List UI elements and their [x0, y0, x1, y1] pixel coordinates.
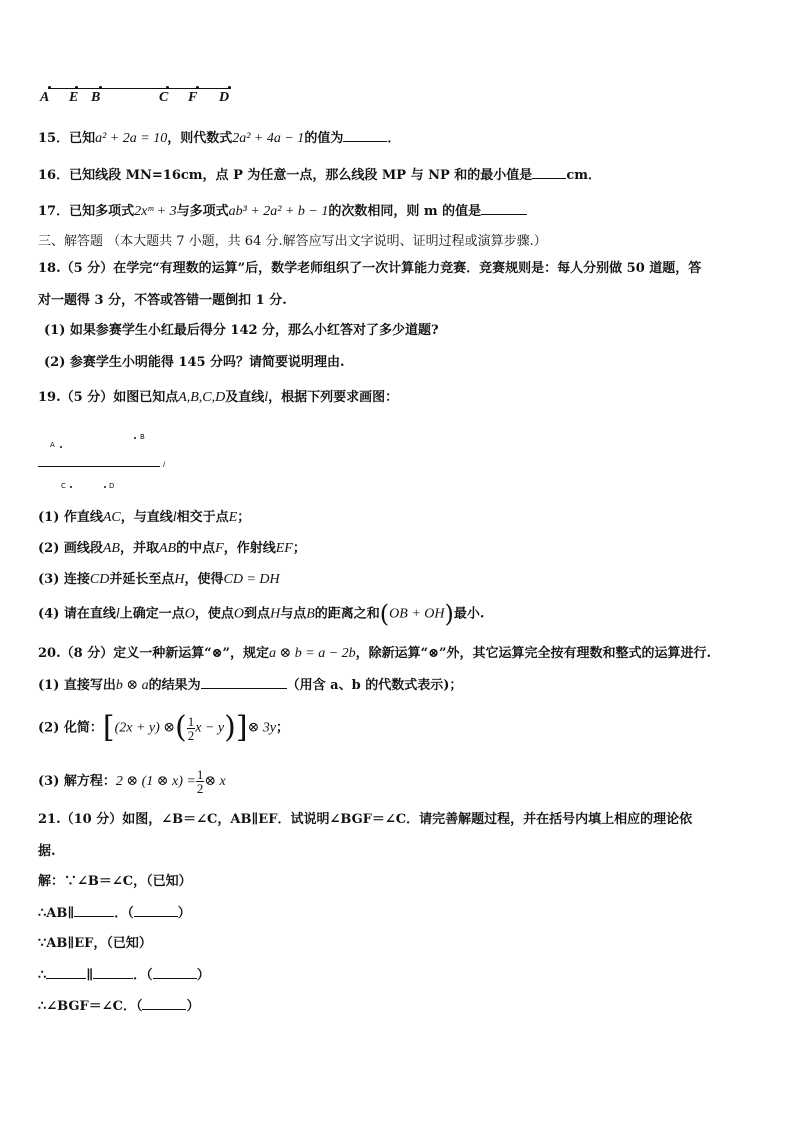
q20-s2-denominator: 2 [187, 727, 195, 743]
q19-s2-text2: ，并取 [119, 541, 159, 556]
q19-sub2 [38, 540, 306, 558]
q15-blank[interactable] [343, 129, 387, 142]
q19-text3: ，根据下列要求画图： [268, 390, 399, 405]
q20-text1: 20.（8 分）定义一种新运算“⊗”，规定 [38, 646, 270, 661]
q20-s2-rparen: ) [224, 710, 236, 745]
point-b-dot [99, 86, 102, 89]
q20-s1-blank[interactable] [201, 676, 287, 689]
q17-blank[interactable] [481, 202, 527, 215]
q19-s4-text2: 上确定一点 [119, 606, 185, 622]
q19-text1: 19.（5 分）如图已知点 [38, 390, 179, 405]
q19-s4-h: H [270, 606, 281, 622]
label-f: F [188, 90, 198, 105]
q19-sub3 [38, 571, 280, 589]
q21-s5-reason-blank[interactable] [142, 997, 186, 1010]
q20-sub2 [38, 708, 289, 752]
q19-s1-text3: 相交于点 [176, 510, 229, 525]
label-a: A [40, 90, 50, 105]
q20-s1-text2: 的结果为 [148, 678, 201, 693]
q19-s1-text2: ，与直线 [120, 510, 173, 525]
q21-step1: 解：∵∠B＝∠C，（已知） [38, 874, 192, 889]
q20-s2-part3: ⊗ 3y [247, 720, 277, 736]
point-f-dot [196, 86, 199, 89]
q20-s2-text: (2) 化简： [38, 720, 103, 736]
label-e: E [69, 90, 79, 105]
q19-s1-e: E [228, 510, 238, 525]
point-d-dot [228, 86, 231, 89]
point-e-dot [75, 86, 78, 89]
q16-text: 已知线段 MN=16cm，点 P 为任意一点，那么线段 MP 与 NP 和的最小值是 [69, 168, 533, 183]
q19-s4-o: O [184, 606, 195, 622]
label-b: B [91, 90, 101, 105]
q20-s2-lparen: ( [175, 710, 187, 745]
q15-expr1: a² + 2a = 10 [95, 131, 168, 146]
q20-s3-denominator: 2 [196, 781, 204, 796]
q21-s4-reason-blank[interactable] [153, 966, 197, 979]
q19-s1-end: ； [237, 510, 251, 525]
q19-s3-text: (3) 连接 [38, 572, 90, 587]
q19-s2-f: F [215, 541, 224, 556]
q19-s4-text3: ，使点 [194, 606, 234, 622]
q17-text1: 已知多项式 [69, 204, 135, 219]
q19-s4-end: 最小. [453, 606, 485, 622]
q19-sub1 [38, 509, 250, 527]
q19-s3-text3: ，使得 [184, 572, 224, 587]
q21-line1: 21.（10 分）如图，∠B＝∠C，AB∥EF．试说明∠BGF＝∠C．请完善解题过程，并在括号内填上相应的理论依 [38, 812, 693, 827]
fig-point-b [134, 437, 136, 439]
label-c: C [159, 90, 169, 105]
q21-s2-text2: ．（ [114, 906, 134, 921]
q19-s4-text6: 的距离之和 [314, 606, 380, 622]
q19-s2-end: ； [292, 541, 306, 556]
q21-s2-text3: ） [177, 906, 191, 921]
q19-s3-eq: CD = DH [223, 572, 280, 587]
q21-step2 [38, 904, 191, 923]
q19-s4-o2: O [233, 606, 245, 622]
q21-s4-parallel: ∥ [86, 968, 94, 983]
q20-text2: ，除新运算“⊗”外，其它运算完全按有理数和整式的运算进行. [355, 646, 712, 661]
q17-number: 17． [38, 204, 70, 219]
q20-sub1 [38, 676, 462, 695]
q19-s4-sum: OB + OH [389, 606, 445, 622]
q19-points: A,B,C,D [178, 390, 226, 405]
q21-line2: 据. [38, 844, 56, 859]
q20-s3-part2: ⊗ x [204, 774, 226, 789]
q15-text3: 的值为 [304, 131, 344, 146]
q15-number: 15． [38, 131, 70, 146]
fig-point-d [104, 486, 106, 488]
q19-s3-text2: 并延长至点 [109, 572, 175, 587]
q16-blank[interactable] [532, 166, 566, 179]
q20-s3-part1: 2 ⊗ (1 ⊗ x) = [115, 774, 196, 789]
q20-s3-text: (3) 解方程： [38, 774, 116, 789]
q20-s1-text: (1) 直接写出 [38, 678, 116, 693]
q21-s4-text2: ．（ [133, 968, 153, 983]
q20-s2-end: ； [276, 720, 290, 736]
q20-s2-rbracket: ] [235, 710, 248, 745]
q19-s4-text4: 到点 [244, 606, 271, 622]
q21-step5 [38, 997, 199, 1016]
q19-s4-b: B [306, 606, 315, 622]
q21-s5-text2: ） [186, 999, 200, 1014]
q21-s4-text: ∴ [38, 968, 47, 983]
q19-s4-l: l [115, 606, 120, 622]
q16-number: 16． [38, 168, 70, 183]
q19-text2: 及直线 [225, 390, 265, 405]
fig-line-l [38, 466, 160, 467]
fig-point-a [60, 446, 62, 448]
q15-text2: ，则代数式 [167, 131, 233, 146]
q17-expr2: ab³ + 2a² + b − 1 [228, 204, 329, 219]
q19-s2-ab: AB [102, 541, 120, 556]
question-16 [38, 166, 601, 185]
label-d: D [219, 90, 230, 105]
q19-s2-ef: EF [275, 541, 293, 556]
q19-s4-text5: 与点 [280, 606, 307, 622]
q19-s2-text: (2) 画线段 [38, 541, 103, 556]
q20-s2-part1: (2x + y) ⊗ [114, 720, 176, 736]
q19-stem [38, 389, 398, 407]
q21-step3: ∵AB∥EF，（已知） [38, 936, 152, 951]
fig-label-l: l [163, 461, 165, 469]
q21-s2-reason-blank[interactable] [134, 904, 178, 917]
q18-line2: 对一题得 3 分，不答或答错一题倒扣 1 分. [38, 293, 287, 308]
q19-sub4 [38, 600, 485, 628]
q19-s1-ac: AC [102, 510, 121, 525]
q21-s2-blank[interactable] [74, 904, 114, 917]
q15-expr2: 2a² + 4a − 1 [232, 131, 305, 146]
q17-text3: 的次数相同，则 m 的值是 [328, 204, 482, 219]
q20-s2-part2: x − y [195, 720, 225, 736]
q17-text2: 与多项式 [176, 204, 229, 219]
fig-label-c: C [61, 482, 66, 490]
q20-definition: a ⊗ b = a − 2b [269, 646, 356, 661]
q17-expr1: 2xᵐ + 3 [134, 204, 177, 219]
q19-s2-text3: 的中点 [176, 541, 216, 556]
point-c-dot [166, 86, 169, 89]
q19-s2-text4: ，作射线 [223, 541, 276, 556]
section-3-title: 三、解答题 （本大题共 7 小题，共 64 分.解答应写出文字说明、证明过程或演算步骤.） [38, 234, 547, 249]
q15-text4: ． [387, 131, 401, 146]
q19-s4-text: (4) 请在直线 [38, 606, 116, 622]
q19-s1-text: (1) 作直线 [38, 510, 103, 525]
q19-s1-l: l [172, 510, 177, 525]
q20-s2-lbracket: [ [102, 710, 115, 745]
question-17 [38, 202, 527, 221]
q19-s3-h: H [174, 572, 185, 587]
q20-s2-numerator: 1 [187, 713, 195, 729]
q20-s3-numerator: 1 [196, 767, 204, 782]
question-15 [38, 129, 400, 148]
q19-s4-lparen: ( [379, 600, 390, 628]
q20-s2-fraction [187, 715, 196, 742]
q18-sub1: (1) 如果参赛学生小红最后得分 142 分，那么小红答对了多少道题? [44, 323, 439, 338]
q19-s4-rparen: ) [444, 600, 454, 628]
q16-text2: cm． [566, 168, 601, 183]
fig-label-d: D [109, 482, 115, 490]
q15-text1: 已知 [69, 131, 96, 146]
q18-line1: 18.（5 分）在学完“有理数的运算”后，数学老师组织了一次计算能力竞赛．竞赛规则是：每人分别做 50 道题，答 [38, 261, 702, 276]
q19-s2-ab2: AB [159, 541, 177, 556]
q21-step4 [38, 966, 210, 985]
q20-sub3 [38, 764, 226, 802]
fig-label-a: A [50, 441, 55, 449]
q18-sub2: (2) 参赛学生小明能得 145 分吗？请简要说明理由. [44, 355, 345, 370]
q21-s4-blank2[interactable] [93, 966, 133, 979]
q21-s5-text: ∴∠BGF＝∠C．（ [38, 999, 143, 1014]
q20-s1-expr: b ⊗ a [115, 678, 149, 693]
q19-line-l: l [264, 390, 269, 405]
q21-s4-text3: ） [196, 968, 210, 983]
q20-s1-note: （用含 a、b 的代数式表示)； [286, 678, 463, 693]
fig-label-b: B [140, 433, 145, 441]
q19-s3-cd: CD [89, 572, 110, 587]
fig-point-c [70, 486, 72, 488]
q21-s2-text: ∴AB∥ [38, 906, 75, 921]
q21-s4-blank1[interactable] [46, 966, 86, 979]
q20-stem [38, 645, 711, 663]
point-a-dot [48, 86, 51, 89]
